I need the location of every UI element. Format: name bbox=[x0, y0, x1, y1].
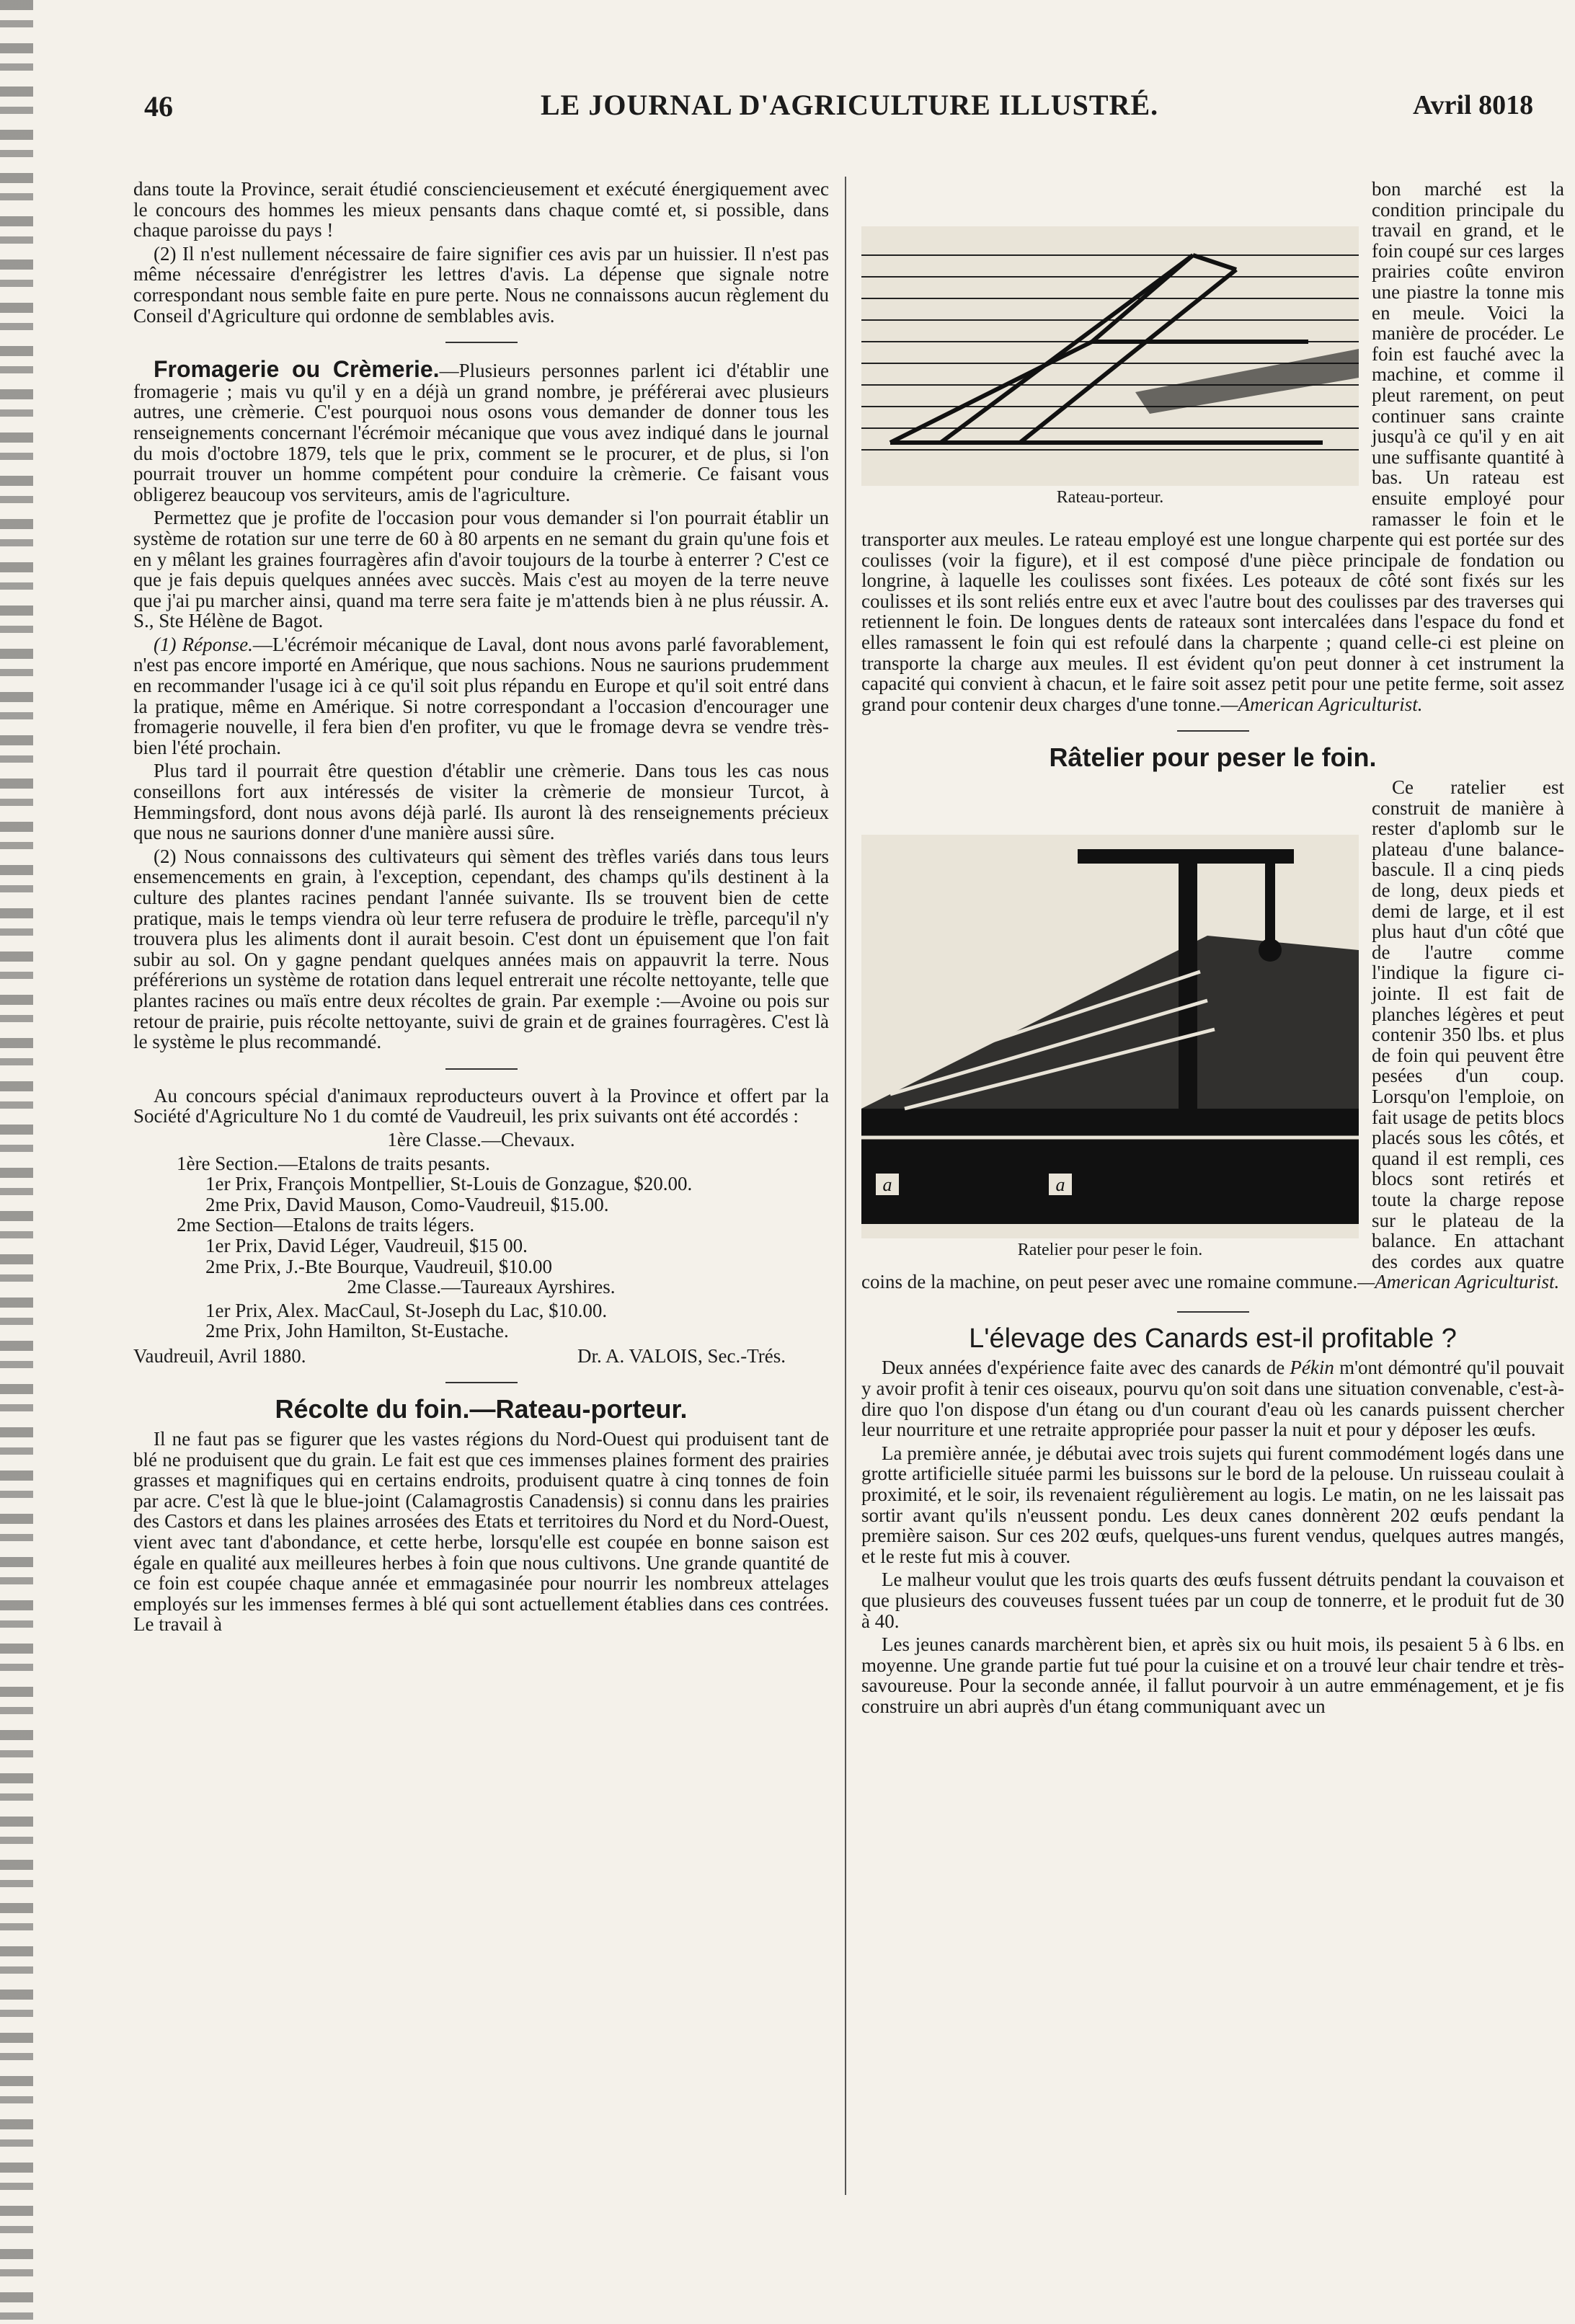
section-title: Récolte du foin.—Rateau-porteur. bbox=[275, 1394, 688, 1424]
right-column bbox=[861, 179, 1564, 1720]
prize-line: 1er Prix, David Léger, Vaudreuil, $15 00. bbox=[205, 1234, 528, 1256]
signature-place: Vaudreuil, Avril 1880. bbox=[133, 1344, 306, 1367]
left-column bbox=[133, 179, 829, 1638]
section-heading: Fromagerie ou Crèmerie. bbox=[154, 356, 440, 383]
separator bbox=[1177, 1311, 1249, 1313]
prize-line: 2me Prix, David Mauson, Como-Vaudreuil, $15.00. bbox=[205, 1193, 609, 1215]
paragraph: (2) Il n'est nullement nécessaire de faire signifier ces avis par un huissier. Il n'est pas même nécessaire d'enrégistrer les lettres d'avis. La dépense que signale notre correspondant nous semble faite en pure perte. Nous ne connaissons aucun règlement du Conseil d'Agriculture qui ordonne de semblables avis. bbox=[133, 242, 829, 327]
prize-line: 1ère Classe.—Chevaux. bbox=[387, 1128, 575, 1150]
paragraph: (2) Nous connaissons des cultivateurs qui sèment des trèfles variés dans tous leurs ensemencements en grain, à l'exception, cependant, des champs qu'ils destinent à la culture des plantes racines pendant l'année suivante. Ils se trouvent bien de cette pratique, mais le temps viendra où leur terre refusera de produire le trèfle, parcequ'il n'y trouvera plus les aliments dont il aurait besoin. C'est dont un épuisement que l'on fait subir au sol. On y gagne pendant quelques années mais on appauvrit la terre. Nous préférerions un système de rotation dans lequel entrerait une récolte nettoyante, telle que plantes racines ou maïs entre deux récoltes de grain. Par exemple :—Avoine ou pois sur retour de prairie, puis récolte nettoyante, suivi de grain et de graines fourragères. C'est là le système le plus recommandé. bbox=[133, 845, 829, 1053]
source-credit: —American Agriculturist. bbox=[1220, 693, 1423, 715]
hay-rack-figure bbox=[861, 835, 1359, 1261]
column-rule bbox=[845, 177, 846, 2195]
paragraph: Permettez que je profite de l'occasion pour vous demander si l'on pourrait établir un système de rotation sur une terre de 60 à 80 arpents en ne semant du grain qu'une fois et en y mêlant les graines fourragères afin d'avoir toujours de la tourbe à enterrer ? C'est ce que je fais depuis quelques années avec succès. Mais c'est au moyen de la terre neuve que j'ai pu marcher ainsi, quand ma terre sera faite je m'attends bien à ne plus réussir. A. S., Ste Hélène de Bagot. bbox=[133, 507, 829, 632]
figure-label: a bbox=[1055, 1174, 1065, 1196]
paragraph-text: —Plusieurs personnes parlent ici d'établir une fromagerie ; mais vu qu'il y en a déjà un grand nombre, je préférerai avec plusieurs autres, une crèmerie. C'est pourquoi nous osons vous demander de donner tous les renseignements concernant l'écrémoir mécanique que vous avez indiqué dans le journal du mois d'octobre 1879, tels que le prix, comment se le procurer, et de plus, si l'on pourrait trouver un homme compétent pour conduire la crèmerie. Ce faisant vous obligerez beaucoup vos serviteurs, amis de l'agriculture. bbox=[133, 360, 830, 505]
prize-line: 2me Classe.—Taureaux Ayrshires. bbox=[347, 1276, 616, 1298]
reponse-label: (1) Réponse. bbox=[154, 633, 253, 655]
signature-line bbox=[133, 1346, 829, 1367]
prize-line: 1er Prix, François Montpellier, St-Louis de Gonzague, $20.00. bbox=[205, 1173, 693, 1195]
paragraph-text: Deux années d'expérience faite avec des canards de bbox=[882, 1357, 1290, 1379]
paragraph: dans toute la Province, serait étudié consciencieusement et exécuté énergiquement avec le concours des hommes les mieux pensants dans chaque comté et, si possible, dans chaque paroisse du pays ! bbox=[133, 178, 829, 241]
paragraph-text: —L'écrémoir mécanique de Laval, dont nous avons parlé favorablement, n'est pas encore importé en Amérique, que nous sachions. Nous ne saurions prudemment en recommander l'usage ici à ce qu'il soit plus répandu en Europe et qu'il soit entré dans la pratique, même en Amérique. Si notre correspondant a l'occasion d'encourager une fromagerie nouvelle, il fera bien d'en profiter, vu que le fromage devra se vendre très-bien l'été prochain. bbox=[133, 633, 830, 758]
breed-name: Pékin bbox=[1290, 1357, 1334, 1379]
page-edge-shadow bbox=[0, 0, 33, 2324]
reponse-paragraph bbox=[133, 634, 829, 758]
paragraph bbox=[861, 1357, 1564, 1440]
separator bbox=[445, 1068, 518, 1070]
issue-date: Avril 8018 bbox=[1413, 90, 1534, 120]
prize-line: 2me Section—Etalons de traits légers. bbox=[177, 1214, 475, 1236]
prize-line: 2me Prix, John Hamilton, St-Eustache. bbox=[205, 1320, 509, 1342]
paragraph: Plus tard il pourrait être question d'établir une crèmerie. Dans tous les cas nous conseillons fort aux intéressés de visiter la crèmerie de monsieur Turcot, à Hemmingsford, dont nous avons déjà parlé. Ils auront là des renseignements précieux que nous ne saurions donner d'une manière aussi sûre. bbox=[133, 760, 829, 844]
paragraph: Au concours spécial d'animaux reproducteurs ouvert à la Province et offert par la Société d'Agriculture No 1 du comté de Vaudreuil, les prix suivants ont été accordés : bbox=[133, 1084, 829, 1127]
separator bbox=[1177, 730, 1249, 732]
paragraph: Le malheur voulut que les trois quarts des œufs fussent détruits pendant la couvaison et que plusieurs des couveuses fussent tuées par un coup de tonnerre, et le produit fut de 30 à 40. bbox=[861, 1569, 1564, 1632]
prize-line: 1er Prix, Alex. MacCaul, St-Joseph du Lac, $10.00. bbox=[205, 1299, 608, 1321]
paragraph: La première année, je débutai avec trois sujets qui furent commodément logés dans une grotte artificielle située parmi les buissons sur le bord de la pelouse. Un ruisseau coulait à proximité, et le soir, ils revenaient régulièrement au logis. Le matin, on ne les laissait pas sortir avant qu'ils n'eussent pondu. Les deux canes donnèrent 202 œufs pendant la première saison. Sur ces 202 œufs, quelques-uns furent vendus, quelques autres mangés, et le reste fut mis à couver. bbox=[861, 1442, 1564, 1567]
paragraph: Les jeunes canards marchèrent bien, et après six ou huit mois, ils pesaient 5 à 6 lbs. en moyenne. Une grande partie fut tué pour la cuisine et on a trouvé leur chair tendre et très-savoureuse. Pour la seconde année, il fallut pourvoir à un autre emménagement, et je fis construire un abri auprès d'un étang communiquant avec un bbox=[861, 1633, 1564, 1717]
figure-label: a bbox=[882, 1174, 892, 1196]
page-number: 46 bbox=[144, 90, 173, 123]
section-title: L'élevage des Canards est-il profitable ? bbox=[969, 1323, 1457, 1354]
figure-caption: Ratelier pour peser le foin. bbox=[1017, 1241, 1203, 1260]
fromagerie-paragraph bbox=[133, 356, 830, 505]
separator bbox=[445, 342, 518, 343]
prize-line: 1ère Section.—Etalons de traits pesants. bbox=[177, 1152, 490, 1174]
paragraph-text: Ce ratelier est construit de manière à rester d'aplomb sur le plateau d'une balance-bascule. Il a cinq pieds de long, deux pieds et demi de large, et il est plus haut d'un côté que de l'autre comme l'indique la figure ci-jointe. Il est fait de planches légères et peut contenir 350 lbs. et plus de foin qui peuvent être pesées d'un coup. Lorsqu'on l'emploie, on fait usage de petits blocs placés sous les côtés, et quand il est rempli, ces blocs sont retirés et toute la charge repose sur le plateau de la balance. En attachant des cordes aux quatre coins de la machine, on peut peser avec une romaine commune. bbox=[861, 776, 1564, 1293]
hay-rake-illustration bbox=[861, 226, 1359, 486]
journal-title: LE JOURNAL D'AGRICULTURE ILLUSTRÉ. bbox=[541, 89, 1159, 121]
paragraph: Il ne faut pas se figurer que les vastes régions du Nord-Ouest qui produisent tant de blé ne produisent que du grain. Le fait est que ces immenses plaines forment des prairies grasses et magnifiques qui en certains endroits, produisent quatre à cinq tonnes de foin par acre. C'est là que le blue-joint (Calamagrostis Canadensis) si connu dans les prairies des Castors et dans les plaines arrosées des Etats et territoires du Nord et du Nord-Ouest, vient avec tant d'abondance, et cette herbe, lorsqu'elle est coupée en bonne saison est égale en qualité aux meilleures herbes à foin que nous cultivons. Une grande quantité de ce foin est coupée chaque année et emmagasinée pour nourrir les nombreux attelages employés sur les immenses fermes à blé qui sont actuellement établies dans ces contrées. Le travail à bbox=[133, 1428, 829, 1636]
figure-caption: Rateau-porteur. bbox=[1056, 488, 1164, 507]
separator bbox=[445, 1382, 518, 1383]
signature-name: Dr. A. VALOIS, Sec.-Trés. bbox=[577, 1344, 786, 1367]
paragraph-text: bon marché est la condition principale du travail en grand, et le foin coupé sur ces larges prairies coûte environ une piastre la tonne mis en meule. Voici la manière de procéder. Le foin est fauché avec la machine, et comme il pleut rarement, on peut continuer sans crainte jusqu'à ce qu'il y en ait une suffisante quantité à bas. Un rateau est ensuite employé pour ramasser le foin et le transporter aux meules. Le rateau employé est une longue charpente qui est portée sur des coulisses (voir la figure), et il est composé d'une pièce principale de fondation ou longrine, à laquelle les coulisses sont fixées. Les poteaux de côté sont fixés sur les coulisses et ils sont reliés entre eux et avec l'autre bout des coulisses par des traverses qui retiennent le foin. De longues dents de rateaux sont intercalées dans l'espace du fond et elles ramassent le foin qui est refoulé dans la charpente ; quand celle-ci est pleine on transporte la charge aux meules. Il est évident qu'on peut donner à cet instrument la capacité qui convient à chacun, et le faire soit assez petit pour une petite ferme, soit assez grand pour contenir deux charges d'une tonne. bbox=[861, 178, 1564, 715]
hay-rake-figure bbox=[861, 226, 1359, 508]
prize-line: 2me Prix, J.-Bte Bourque, Vaudreuil, $10.00 bbox=[205, 1255, 552, 1277]
paragraph-text: m'ont démontré qu'il pouvait y avoir profit à tenir ces oiseaux, pourvu qu'on soit dans une situation convenable, c'est-à-dire quo l'on dispose d'un étang ou d'un courant d'eau où les canards puissent chercher leur nourriture et une retraite appropriée pour passer la nuit et pour y déposer les œufs. bbox=[861, 1357, 1565, 1441]
section-title: Râtelier pour peser le foin. bbox=[1049, 742, 1377, 773]
source-credit: —American Agriculturist. bbox=[1357, 1271, 1560, 1293]
hay-rack-illustration bbox=[861, 835, 1359, 1238]
